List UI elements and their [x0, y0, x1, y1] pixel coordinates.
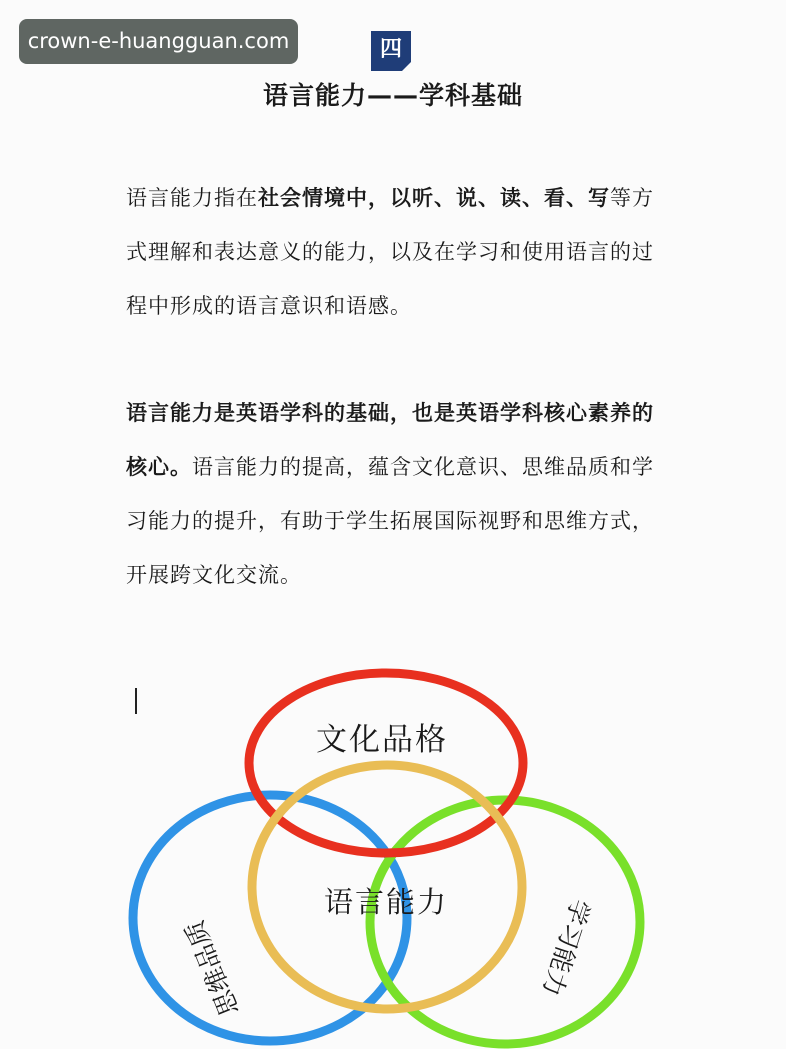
paragraph-definition-bold: 社会情境中，以听、说、读、看、写 — [258, 186, 610, 210]
section-number-badge: 四 — [371, 31, 411, 71]
paragraph-foundation-rest: 语言能力的提高，蕴含文化意识、思维品质和学习能力的提升，有助于学生拓展国际视野和思维方式，开展跨文化交流。 — [126, 455, 654, 587]
paragraph-definition-intro: 语言能力指在 — [126, 186, 258, 210]
paragraph-definition — [126, 171, 666, 333]
watermark-badge: crown-e-huangguan.com — [19, 19, 298, 64]
paragraph-foundation — [126, 386, 666, 602]
paragraph-definition-rest: 等方式理解和表达意义的能力，以及在学习和使用语言的过程中形成的语言意识和语感。 — [126, 186, 654, 318]
paragraph-foundation-bold: 语言能力是英语学科的基础，也是英语学科核心素养的核心。 — [126, 401, 654, 479]
section-title: 语言能力——学科基础 — [262, 81, 523, 110]
venn-label-top: 文化品格 — [316, 722, 448, 758]
venn-label-left: 思维品质 — [179, 916, 245, 1020]
venn-label-right: 学习能力 — [536, 895, 596, 1000]
venn-label-center: 语言能力 — [323, 885, 449, 919]
venn-diagram — [120, 660, 660, 1049]
